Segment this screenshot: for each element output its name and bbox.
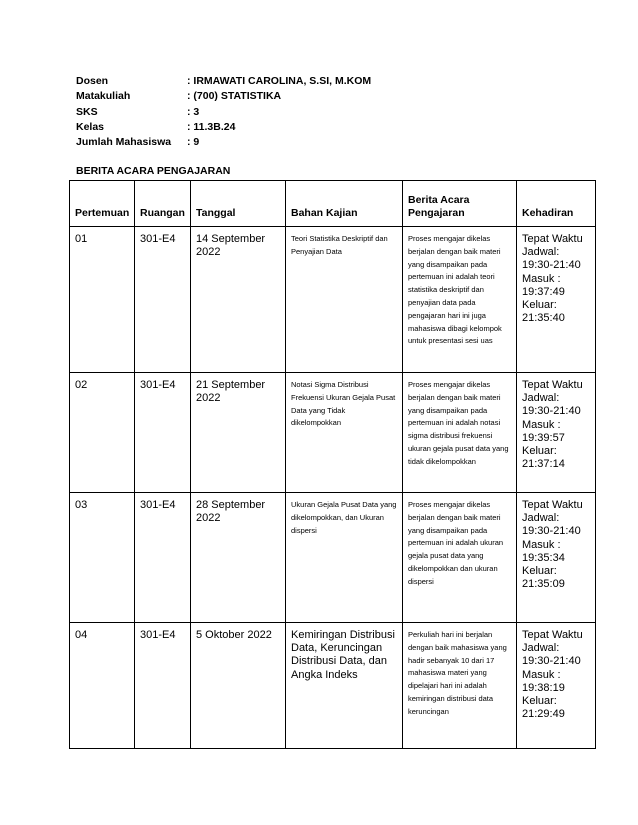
cell-tanggal: 21 September 2022 xyxy=(191,373,286,493)
info-label: Kelas xyxy=(76,120,105,133)
header-kehadiran: Kehadiran xyxy=(517,181,596,227)
table-row xyxy=(70,227,596,373)
info-label: Jumlah Mahasiswa xyxy=(76,136,172,149)
kehadiran-status: Tepat Waktu xyxy=(522,233,583,245)
kehadiran-jadwal: Jadwal: 19:30-21:40 xyxy=(522,642,581,668)
kehadiran-masuk: Masuk : 19:38:19 xyxy=(522,668,565,694)
kehadiran-jadwal: Jadwal: 19:30-21:40 xyxy=(522,246,581,272)
cell-pertemuan: 02 xyxy=(70,373,135,493)
cell-berita-acara: Proses mengajar dikelas berjalan dengan baik materi yang disampaikan pada pertemuan ini adalah notasi sigma distribusi frekuensi ukuran gejala pusat data yang tidak dikelompokkan xyxy=(403,373,517,493)
kehadiran-jadwal: Jadwal: 19:30-21:40 xyxy=(522,392,581,418)
cell-bahan-kajian: Ukuran Gejala Pusat Data yang dikelompokkan, dan Ukuran dispersi xyxy=(286,493,403,623)
kehadiran-keluar: Keluar: 21:35:40 xyxy=(522,299,565,325)
cell-tanggal: 28 September 2022 xyxy=(191,493,286,623)
table-row xyxy=(70,623,596,749)
table-header-row xyxy=(70,181,596,227)
kehadiran-status: Tepat Waktu xyxy=(522,629,583,641)
header-ruangan: Ruangan xyxy=(135,181,191,227)
berita-acara-table xyxy=(69,180,596,749)
info-row-matakuliah xyxy=(76,89,371,104)
kehadiran-jadwal: Jadwal: 19:30-21:40 xyxy=(522,512,581,538)
section-title: BERITA ACARA PENGAJARAN xyxy=(76,165,231,177)
info-row-dosen xyxy=(76,74,371,89)
info-row-sks xyxy=(76,105,371,120)
cell-ruangan: 301-E4 xyxy=(135,623,191,749)
info-value: : 3 xyxy=(187,105,200,118)
cell-pertemuan: 04 xyxy=(70,623,135,749)
info-label: Dosen xyxy=(76,75,109,87)
cell-kehadiran xyxy=(517,227,596,373)
info-row-jumlah-mahasiswa xyxy=(76,135,371,150)
cell-kehadiran xyxy=(517,623,596,749)
cell-berita-acara: Perkuliah hari ini berjalan dengan baik mahasiswa yang hadir sebanyak 10 dari 17 mahasiswa materi yang dipelajari hari ini adalah kemiringan distribusi data keruncingan xyxy=(403,623,517,749)
cell-ruangan: 301-E4 xyxy=(135,493,191,623)
info-row-kelas xyxy=(76,120,371,135)
cell-pertemuan: 01 xyxy=(70,227,135,373)
cell-tanggal: 5 Oktober 2022 xyxy=(191,623,286,749)
cell-pertemuan: 03 xyxy=(70,493,135,623)
info-value: : 9 xyxy=(187,136,200,149)
cell-ruangan: 301-E4 xyxy=(135,227,191,373)
cell-tanggal: 14 September 2022 xyxy=(191,227,286,373)
kehadiran-masuk: Masuk : 19:39:57 xyxy=(522,418,565,444)
info-value: : 11.3B.24 xyxy=(187,120,236,133)
kehadiran-masuk: Masuk : 19:35:34 xyxy=(522,538,565,564)
kehadiran-status: Tepat Waktu xyxy=(522,379,583,391)
header-bahan-kajian: Bahan Kajian xyxy=(286,181,403,227)
cell-kehadiran xyxy=(517,373,596,493)
header-berita-acara: Berita Acara Pengajaran xyxy=(403,181,517,227)
header-pertemuan: Pertemuan xyxy=(70,181,135,227)
cell-bahan-kajian: Teori Statistika Deskriptif dan Penyajian Data xyxy=(286,227,403,373)
table-row xyxy=(70,373,596,493)
cell-kehadiran xyxy=(517,493,596,623)
info-label: Matakuliah xyxy=(76,90,131,103)
cell-berita-acara: Proses mengajar dikelas berjalan dengan baik materi yang disampaikan pada pertemuan ini adalah teori statistika deskriptif dan penyajian data pada pengajaran hari ini juga mahasiswa dibagi kelompok untuk presentasi sesi uas xyxy=(403,227,517,373)
cell-bahan-kajian: Notasi Sigma Distribusi Frekuensi Ukuran Gejala Pusat Data yang Tidak dikelompokkan xyxy=(286,373,403,493)
header-tanggal: Tanggal xyxy=(191,181,286,227)
kehadiran-keluar: Keluar: 21:29:49 xyxy=(522,695,565,721)
cell-ruangan: 301-E4 xyxy=(135,373,191,493)
kehadiran-keluar: Keluar: 21:35:09 xyxy=(522,565,565,591)
cell-bahan-kajian: Kemiringan Distribusi Data, Keruncingan Distribusi Data, dan Angka Indeks xyxy=(286,623,403,749)
course-info xyxy=(76,74,371,150)
info-value: : IRMAWATI CAROLINA, S.SI, M.KOM xyxy=(187,75,372,87)
kehadiran-status: Tepat Waktu xyxy=(522,499,583,511)
info-value: : (700) STATISTIKA xyxy=(187,90,282,103)
info-label: SKS xyxy=(76,105,98,118)
cell-berita-acara: Proses mengajar dikelas berjalan dengan baik materi yang disampaikan pada pertemuan ini adalah ukuran gejala pusat data yang dikelompokkan dan ukuran dispersi xyxy=(403,493,517,623)
table-row xyxy=(70,493,596,623)
kehadiran-masuk: Masuk : 19:37:49 xyxy=(522,272,565,298)
kehadiran-keluar: Keluar: 21:37:14 xyxy=(522,445,565,471)
